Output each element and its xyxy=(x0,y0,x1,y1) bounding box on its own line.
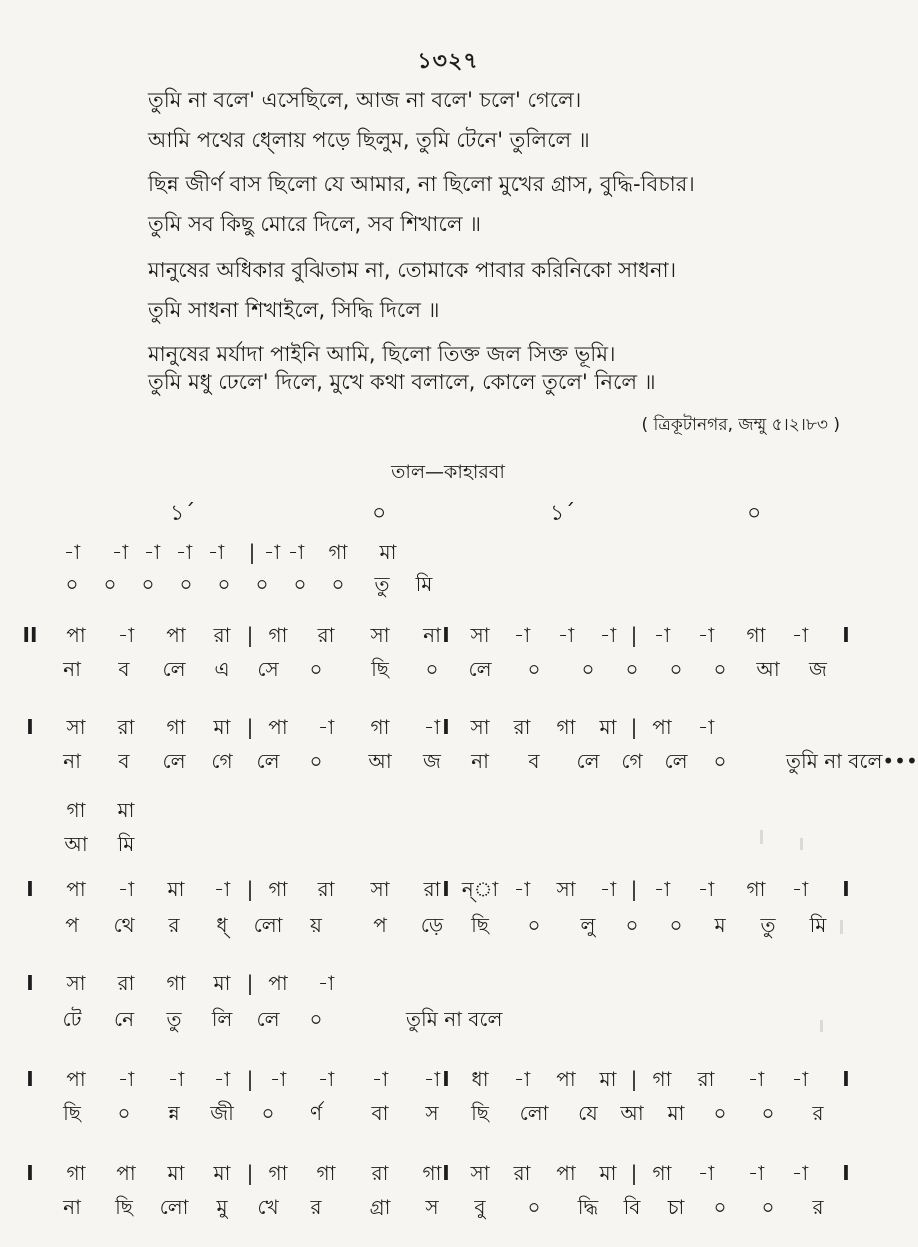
bar-line: I xyxy=(26,1067,34,1091)
notation-row xyxy=(0,1064,896,1098)
lyric-line: মানুষের মর্যাদা পাইনি আমি, ছিলো তিক্ত জল সিক্ত ভূমি। xyxy=(148,342,616,366)
notation-token: আ xyxy=(368,749,392,773)
notation-token: সা xyxy=(370,623,390,647)
lyric-line: তুমি মধু ঢেলে' দিলে, মুখে কথা বলালে, কোলে তুলে' নিলে ॥ xyxy=(148,370,656,394)
notation-token: গা xyxy=(268,1161,288,1185)
beat-divider: | xyxy=(630,1161,638,1185)
notation-token: ০ xyxy=(713,1101,727,1125)
notation-token: গা xyxy=(268,877,288,901)
notation-token: রা xyxy=(513,715,531,739)
notation-token: গা xyxy=(370,715,390,739)
notation-row xyxy=(0,654,896,688)
notation-token: গে xyxy=(621,749,643,773)
notation-token: মা xyxy=(167,1161,185,1185)
notation-token: -া xyxy=(513,877,531,901)
bar-line: I xyxy=(842,1161,850,1185)
notation-token: পা xyxy=(166,623,186,647)
notation-token: তু xyxy=(760,913,776,937)
notation-token: ০ xyxy=(141,572,155,596)
notation-token: রা xyxy=(317,877,335,901)
notation-token: পা xyxy=(66,1067,86,1091)
beat-divider: | xyxy=(630,1067,638,1091)
notation-token: -া xyxy=(263,540,281,564)
notation-token: লো xyxy=(159,1195,189,1219)
notation-token: গা xyxy=(746,877,766,901)
notation-token: বি xyxy=(623,1195,641,1219)
notation-token: থে xyxy=(113,913,135,937)
beat-divider: | xyxy=(246,877,254,901)
notation-token: রা xyxy=(513,1161,531,1185)
notation-row xyxy=(0,746,918,780)
notation-row xyxy=(0,712,896,746)
notation-token: স xyxy=(425,1101,439,1125)
notation-row xyxy=(0,569,896,603)
notation-token: আ xyxy=(64,832,88,856)
notation-row xyxy=(0,620,896,654)
beat-mark: ০ xyxy=(747,501,762,526)
notation-token: এ xyxy=(214,657,230,681)
notation-token: ০ xyxy=(117,1101,131,1125)
notation-token: ছি xyxy=(115,1195,133,1219)
notation-token: মি xyxy=(117,832,135,856)
notation-token: -া xyxy=(557,623,575,647)
notation-token: ব xyxy=(528,749,540,773)
notation-token: জী xyxy=(210,1101,234,1125)
bleed-mark xyxy=(800,838,803,850)
notation-token: সা xyxy=(556,877,576,901)
notation-token: ০ xyxy=(713,1195,727,1219)
notation-token: তু xyxy=(166,1007,182,1031)
notation-token: ০ xyxy=(309,749,323,773)
notation-token: ব xyxy=(118,657,130,681)
notation-token: ০ xyxy=(179,572,193,596)
notation-token: ম xyxy=(714,913,726,937)
notation-token: ব xyxy=(118,749,130,773)
notation-token: গা xyxy=(746,623,766,647)
notation-token: মা xyxy=(213,1161,231,1185)
notation-token: পা xyxy=(556,1067,576,1091)
notation-token: গা xyxy=(66,1161,86,1185)
beat-divider: | xyxy=(630,877,638,901)
notation-token: গে xyxy=(211,749,233,773)
notation-token: -া xyxy=(747,1067,765,1091)
notation-token: গা xyxy=(268,623,288,647)
notation-token: জ xyxy=(809,657,827,681)
notation-row xyxy=(0,1004,896,1038)
notation-token: -া xyxy=(317,715,335,739)
notation-token: গ্রা xyxy=(369,1195,391,1219)
notation-token: লে xyxy=(162,657,186,681)
bleed-mark xyxy=(820,1020,823,1032)
beat-mark: ০ xyxy=(372,501,387,526)
notation-row xyxy=(0,795,896,829)
bar-line: II xyxy=(22,623,38,647)
notation-token: আ xyxy=(620,1101,644,1125)
notation-token: লে xyxy=(162,749,186,773)
notation-token: তু xyxy=(374,572,390,596)
notation-token: ধা xyxy=(471,1067,489,1091)
bar-line: I xyxy=(842,1067,850,1091)
notation-token: লে xyxy=(256,1007,280,1031)
notation-token: ০ xyxy=(293,572,307,596)
notation-row xyxy=(0,874,896,908)
notation-token: রা xyxy=(117,971,135,995)
notation-token: সে xyxy=(257,657,279,681)
notation-token: ছি xyxy=(371,657,389,681)
notation-token: ০ xyxy=(103,572,117,596)
notation-token: পা xyxy=(116,1161,136,1185)
notation-token: ০ xyxy=(309,657,323,681)
notation-token: -া xyxy=(513,623,531,647)
notation-token: খে xyxy=(257,1195,279,1219)
beat-divider: | xyxy=(246,1161,254,1185)
tala-heading: তাল—কাহারবা xyxy=(391,461,505,483)
notation-token: না xyxy=(63,749,81,773)
notation-token: -া xyxy=(697,623,715,647)
bar-line: I xyxy=(26,971,34,995)
notation-token: -া xyxy=(317,1067,335,1091)
bar-line: I xyxy=(26,715,34,739)
notation-token: পা xyxy=(66,623,86,647)
notation-token: না xyxy=(423,623,441,647)
notation-token: যে xyxy=(578,1101,598,1125)
notation-token: পা xyxy=(268,971,288,995)
notation-token: না xyxy=(471,749,489,773)
bleed-mark xyxy=(760,830,763,844)
notation-token: র xyxy=(812,1101,824,1125)
notation-token: ০ xyxy=(425,657,439,681)
notation-token: -া xyxy=(117,877,135,901)
notation-token: পা xyxy=(66,877,86,901)
notation-token: -া xyxy=(143,540,161,564)
notation-row xyxy=(0,1192,896,1226)
notation-token: -া xyxy=(791,1161,809,1185)
notation-token: ০ xyxy=(309,1007,323,1031)
notation-token: সা xyxy=(470,715,490,739)
notation-token: নে xyxy=(113,1007,135,1031)
notation-token: পা xyxy=(268,715,288,739)
lyric-line: ছিন্ন জীর্ণ বাস ছিলো যে আমার, না ছিলো মুখের গ্রাস, বুদ্ধি-বিচার। xyxy=(148,172,695,196)
notation-token: গা xyxy=(652,1067,672,1091)
notation-token: -া xyxy=(599,623,617,647)
notation-token: ০ xyxy=(527,657,541,681)
notation-token: স xyxy=(425,1195,439,1219)
notation-row xyxy=(0,1098,896,1132)
notation-token: ০ xyxy=(527,1195,541,1219)
notation-token: -া xyxy=(423,715,441,739)
notation-token: লু xyxy=(580,913,596,937)
notation-token: লে xyxy=(468,657,492,681)
notation-token: ধ্ xyxy=(216,913,228,937)
notation-token: ০ xyxy=(217,572,231,596)
bar-line: I xyxy=(26,877,34,901)
notation-token: সা xyxy=(66,715,86,739)
notation-token: -া xyxy=(513,1067,531,1091)
notation-token: প xyxy=(373,913,387,937)
notation-token: মা xyxy=(599,1161,617,1185)
notation-token: ০ xyxy=(713,657,727,681)
lyric-line: মানুষের অধিকার বুঝিতাম না, তোমাকে পাবার করিনিকো সাধনা। xyxy=(148,258,677,282)
notation-token: গা xyxy=(166,715,186,739)
bar-line: I xyxy=(842,623,850,647)
notation-token: রা xyxy=(423,877,441,901)
notation-token: না xyxy=(63,1195,81,1219)
notation-token: পা xyxy=(652,715,672,739)
notation-token: ০ xyxy=(625,913,639,937)
notation-token: প xyxy=(65,913,79,937)
notation-token: র xyxy=(168,913,180,937)
notation-token: মা xyxy=(167,877,185,901)
bar-line: I xyxy=(26,1161,34,1185)
lyric-line: তুমি না বলে' এসেছিলে, আজ না বলে' চলে' গেলে। xyxy=(148,88,582,112)
notation-token: ছি xyxy=(471,913,489,937)
source-note: ( ত্রিকূটানগর, জম্মু ৫।২।৮৩ ) xyxy=(641,415,840,435)
notation-token: ০ xyxy=(261,1101,275,1125)
notation-token: মা xyxy=(599,715,617,739)
notation-token: মা xyxy=(213,715,231,739)
beat-divider: | xyxy=(248,540,256,564)
notation-token: র xyxy=(812,1195,824,1219)
notation-row xyxy=(0,1158,896,1192)
notation-token: গা xyxy=(328,540,348,564)
beat-divider: | xyxy=(246,971,254,995)
bar-line: I xyxy=(442,877,450,901)
beat-divider: | xyxy=(246,715,254,739)
notation-token: -া xyxy=(653,623,671,647)
notation-row xyxy=(0,537,896,571)
notation-token: য় xyxy=(310,913,322,937)
notation-token: জ xyxy=(423,749,441,773)
notation-token: -া xyxy=(269,1067,287,1091)
notation-token: গা xyxy=(316,1161,336,1185)
notation-token: সা xyxy=(470,623,490,647)
notation-token: -া xyxy=(317,971,335,995)
page-number: ১৩২৭ xyxy=(417,49,479,74)
bar-line: I xyxy=(442,1067,450,1091)
notation-token: -া xyxy=(791,623,809,647)
notation-token: লে xyxy=(664,749,688,773)
notation-token: -া xyxy=(117,1067,135,1091)
bar-line: I xyxy=(442,1161,450,1185)
notation-token: না xyxy=(63,657,81,681)
notation-token: ০ xyxy=(669,657,683,681)
notation-token: ০ xyxy=(713,749,727,773)
notation-token: মা xyxy=(599,1067,617,1091)
notation-token: গা xyxy=(422,1161,442,1185)
notation-token: আ xyxy=(756,657,780,681)
notation-token: ০ xyxy=(625,657,639,681)
notation-token: ড়ে xyxy=(420,913,444,937)
notation-token: -া xyxy=(423,1067,441,1091)
bar-line: I xyxy=(842,877,850,901)
notation-token: ন্া xyxy=(461,877,499,901)
bar-line: I xyxy=(442,715,450,739)
notation-token: -া xyxy=(111,540,129,564)
notation-token: লি xyxy=(211,1007,233,1031)
notation-token: গা xyxy=(556,715,576,739)
notation-token: ০ xyxy=(761,1101,775,1125)
notation-token: লো xyxy=(253,913,283,937)
notation-token: ছি xyxy=(63,1101,81,1125)
bleed-mark xyxy=(840,920,843,934)
notation-token: -া xyxy=(697,715,715,739)
notation-token: র xyxy=(310,1195,322,1219)
notation-row xyxy=(0,968,896,1002)
notation-token: রা xyxy=(317,623,335,647)
bar-line: I xyxy=(442,623,450,647)
notation-token: তুমি না বলে••• xyxy=(786,749,918,773)
notation-token: র্ণ xyxy=(309,1101,323,1125)
notation-token: সা xyxy=(370,877,390,901)
notation-token: মি xyxy=(415,572,433,596)
notation-token: ০ xyxy=(669,913,683,937)
notation-token: -া xyxy=(747,1161,765,1185)
notation-token: রা xyxy=(213,623,231,647)
lyric-line: তুমি সব কিছু মোরে দিলে, সব শিখালে ॥ xyxy=(148,212,482,236)
notation-token: বা xyxy=(371,1101,389,1125)
notation-token: -া xyxy=(213,877,231,901)
notation-token: দ্ধি xyxy=(577,1195,599,1219)
notation-token: লে xyxy=(256,749,280,773)
notation-token: ০ xyxy=(331,572,345,596)
beat-divider: | xyxy=(246,1067,254,1091)
notation-token: ০ xyxy=(581,657,595,681)
notation-token: -া xyxy=(371,1067,389,1091)
notation-token: -া xyxy=(213,1067,231,1091)
notation-token: মি xyxy=(809,913,827,937)
beat-divider: | xyxy=(630,715,638,739)
notation-token: -া xyxy=(175,540,193,564)
notation-token: -া xyxy=(117,623,135,647)
notation-token: লে xyxy=(576,749,600,773)
notation-token: -া xyxy=(207,540,225,564)
notation-token: -া xyxy=(287,540,305,564)
notation-token: ০ xyxy=(255,572,269,596)
notation-token: রা xyxy=(117,715,135,739)
notation-token: পা xyxy=(556,1161,576,1185)
notation-token: -া xyxy=(63,540,81,564)
notation-token: টে xyxy=(62,1007,82,1031)
notation-token: রা xyxy=(371,1161,389,1185)
notation-token: গা xyxy=(66,798,86,822)
notation-token: ০ xyxy=(761,1195,775,1219)
notation-token: -া xyxy=(697,1161,715,1185)
notation-token: গা xyxy=(166,971,186,995)
notation-token: মা xyxy=(213,971,231,995)
notation-token: সা xyxy=(470,1161,490,1185)
notation-token: রা xyxy=(697,1067,715,1091)
notation-token: ০ xyxy=(527,913,541,937)
notation-token: মা xyxy=(667,1101,685,1125)
notation-token: তুমি না বলে xyxy=(406,1007,503,1031)
notation-token: ছি xyxy=(471,1101,489,1125)
notation-token: -া xyxy=(791,1067,809,1091)
notation-token: বু xyxy=(474,1195,486,1219)
notation-token: ন্ন xyxy=(168,1101,180,1125)
notation-token: -া xyxy=(653,877,671,901)
notation-token: -া xyxy=(167,1067,185,1091)
beat-divider: | xyxy=(630,623,638,647)
notation-token: মু xyxy=(216,1195,228,1219)
notation-token: মা xyxy=(117,798,135,822)
notation-token: ০ xyxy=(65,572,79,596)
notation-token: -া xyxy=(791,877,809,901)
beat-mark: ১´ xyxy=(550,501,576,526)
lyric-line: আমি পথের ধ্লোয় পড়ে ছিলুম, তুমি টেনে' তুলিলে ॥ xyxy=(148,128,590,152)
beat-divider: | xyxy=(246,623,254,647)
notation-token: সা xyxy=(66,971,86,995)
notation-token: -া xyxy=(599,877,617,901)
notation-token: গা xyxy=(652,1161,672,1185)
beat-mark: ১´ xyxy=(170,501,196,526)
notation-token: মা xyxy=(379,540,397,564)
notation-token: -া xyxy=(697,877,715,901)
notation-row xyxy=(0,910,896,944)
notation-token: লো xyxy=(519,1101,549,1125)
notation-token: চা xyxy=(667,1195,685,1219)
lyric-line: তুমি সাধনা শিখাইলে, সিদ্ধি দিলে ॥ xyxy=(148,298,440,322)
